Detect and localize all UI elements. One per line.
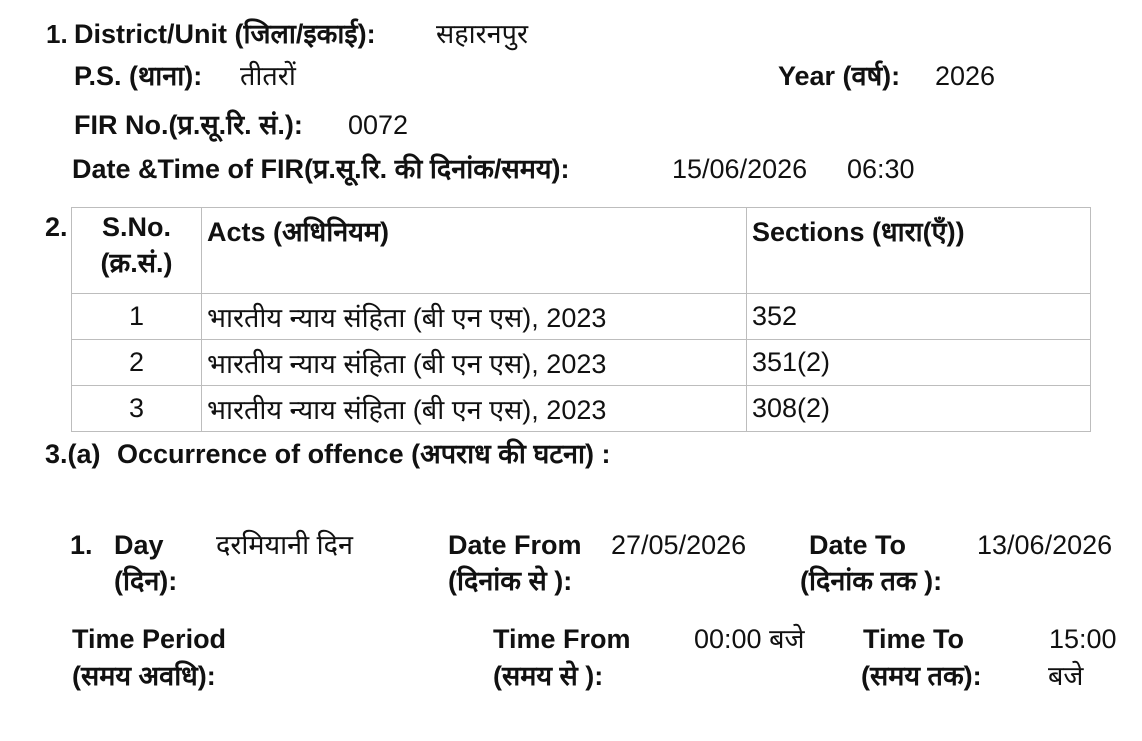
year-value: 2026: [935, 61, 996, 91]
time-to-label-hi: (समय तक):: [861, 661, 982, 691]
row-section: 308(2): [747, 386, 1091, 432]
header-sno: [72, 208, 202, 294]
date-to-label-hi: (दिनांक तक ):: [800, 566, 943, 596]
table-row: [72, 340, 1091, 386]
day-value: दरमियानी दिन: [216, 530, 353, 560]
date-to-value: 13/06/2026: [977, 530, 1113, 560]
section-3a-number: 3.(a): [45, 439, 101, 469]
header-sno-hi: (क्र.सं.): [100, 248, 173, 278]
fir-datetime-label: Date &Time of FIR(प्र.सू.रि. की दिनांक/समय):: [72, 154, 570, 184]
header-sections: Sections (धारा(एँ)): [747, 208, 1091, 294]
time-to-value: 15:00: [1049, 624, 1117, 654]
header-acts: Acts (अधिनियम): [202, 208, 747, 294]
date-from-value: 27/05/2026: [611, 530, 747, 560]
day-label: Day: [114, 530, 164, 560]
fir-number-value: 0072: [348, 110, 409, 140]
table-row: [72, 294, 1091, 340]
time-to-value-suffix: बजे: [1048, 661, 1084, 691]
time-from-value: 00:00 बजे: [694, 624, 805, 654]
police-station-label: P.S. (थाना):: [74, 61, 203, 91]
time-from-label-hi: (समय से ):: [493, 661, 604, 691]
acts-table: [71, 207, 1091, 432]
occurrence-title: Occurrence of offence (अपराध की घटना) :: [117, 439, 611, 469]
table-row: [72, 386, 1091, 432]
header-sno-en: S.No.: [101, 212, 171, 242]
row-sno: 3: [72, 386, 202, 432]
date-to-label: Date To: [809, 530, 907, 560]
fir-date-value: 15/06/2026: [672, 154, 808, 184]
row-section: 351(2): [747, 340, 1091, 386]
row-sno: 1: [72, 294, 202, 340]
fir-time-value: 06:30: [847, 154, 915, 184]
time-period-label: Time Period: [72, 624, 227, 654]
date-from-label-hi: (दिनांक से ):: [448, 566, 573, 596]
section-2-number: 2.: [45, 212, 68, 242]
time-period-label-hi: (समय अवधि):: [72, 661, 216, 691]
district-value: सहारनपुर: [436, 19, 528, 49]
year-label: Year (वर्ष):: [778, 61, 901, 91]
date-from-label: Date From: [448, 530, 582, 560]
row-act: भारतीय न्याय संहिता (बी एन एस), 2023: [202, 294, 747, 340]
acts-table-header: [72, 208, 1091, 294]
police-station-value: तीतरों: [240, 61, 296, 91]
row-sno: 2: [72, 340, 202, 386]
occurrence-item-number: 1.: [70, 530, 93, 560]
fir-number-label: FIR No.(प्र.सू.रि. सं.):: [74, 110, 303, 140]
time-from-label: Time From: [493, 624, 631, 654]
time-to-label: Time To: [863, 624, 965, 654]
row-section: 352: [747, 294, 1091, 340]
row-act: भारतीय न्याय संहिता (बी एन एस), 2023: [202, 340, 747, 386]
section-1-number: 1.: [46, 19, 68, 49]
row-act: भारतीय न्याय संहिता (बी एन एस), 2023: [202, 386, 747, 432]
district-label: District/Unit (जिला/इकाई):: [74, 19, 376, 49]
day-label-hi: (दिन):: [114, 566, 178, 596]
